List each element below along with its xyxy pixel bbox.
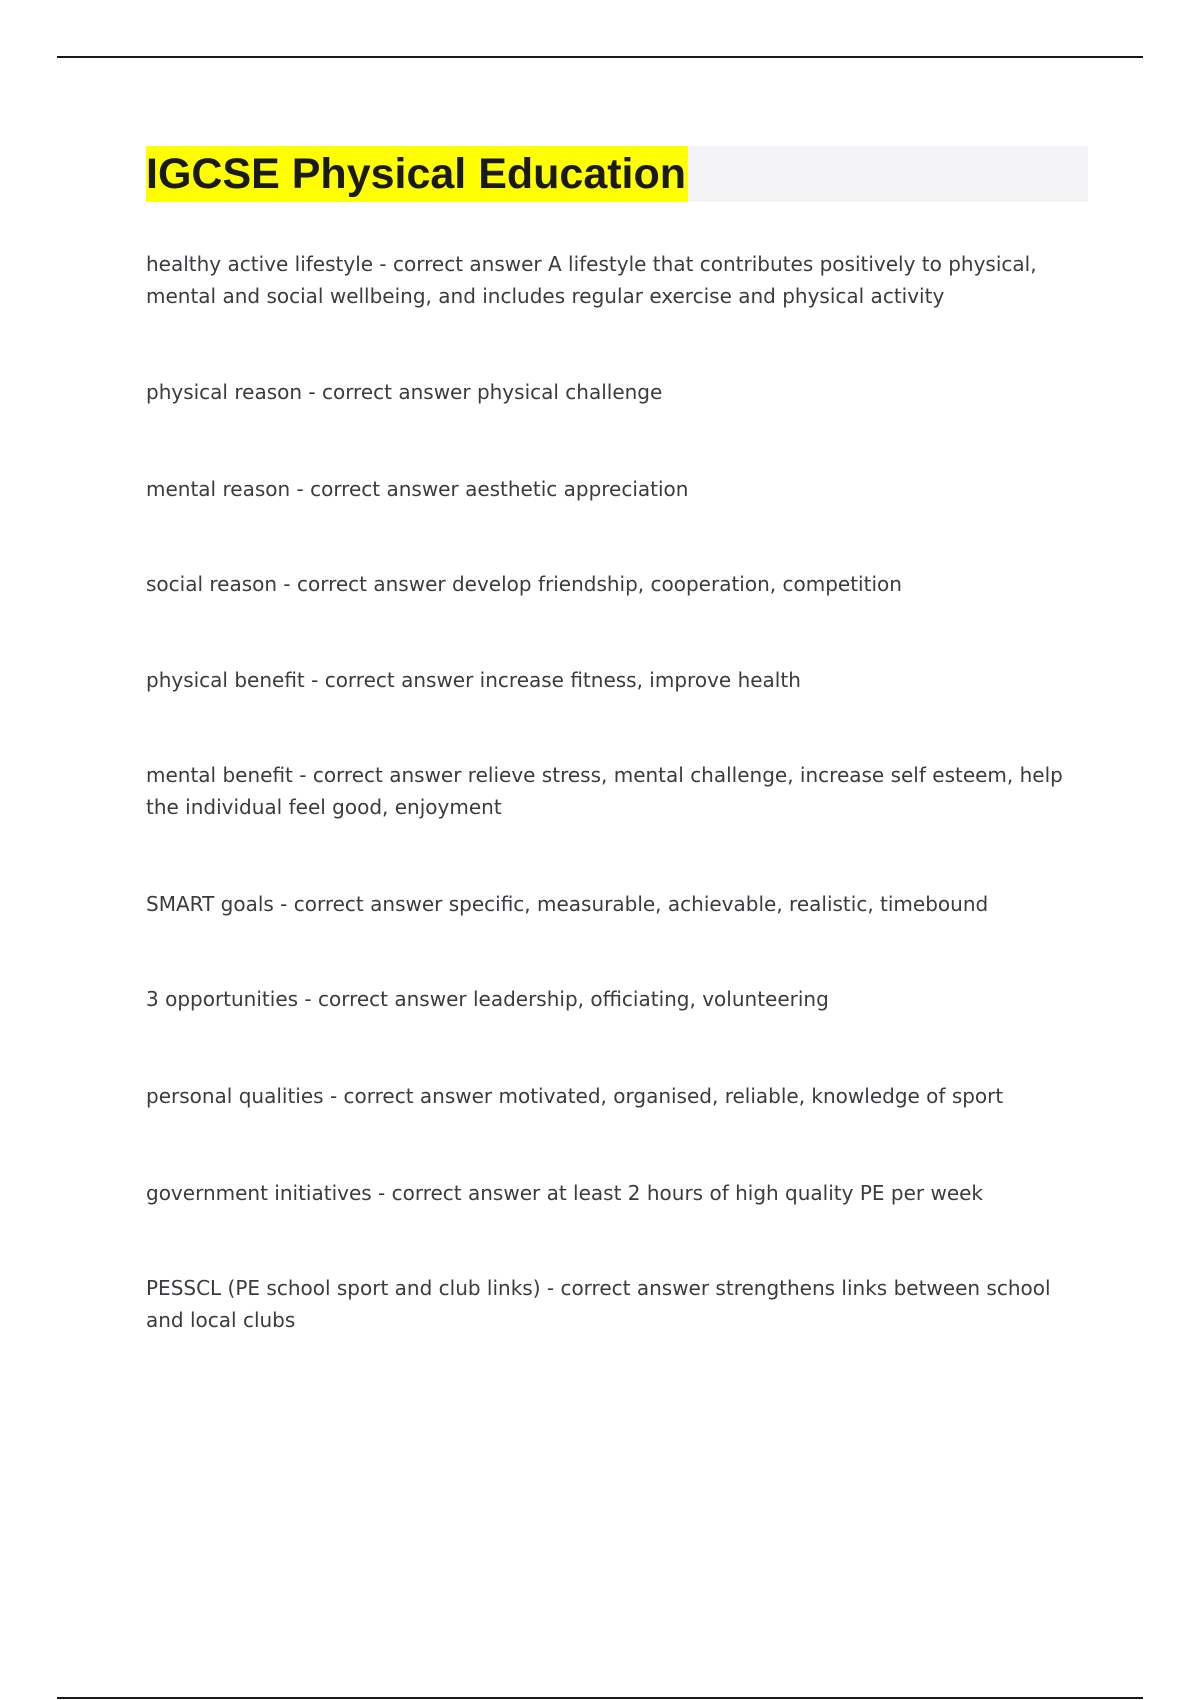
list-item: healthy active lifestyle - correct answer A lifestyle that contributes positively to physical, mental and social wellbeing, and includes regular exercise and physical activity (146, 252, 1037, 308)
list-item: government initiatives - correct answer at least 2 hours of high quality PE per week (146, 1181, 984, 1205)
bottom-rule (57, 1697, 1143, 1699)
list-item: SMART goals - correct answer specific, measurable, achievable, realistic, timebound (146, 892, 989, 916)
list-item: physical benefit - correct answer increase fitness, improve health (146, 668, 801, 692)
list-item: physical reason - correct answer physical challenge (146, 380, 663, 404)
page-title: IGCSE Physical Education (146, 146, 688, 202)
list-item: 3 opportunities - correct answer leadership, officiating, volunteering (146, 987, 829, 1011)
list-item: social reason - correct answer develop friendship, cooperation, competition (146, 572, 902, 596)
list-item: mental reason - correct answer aesthetic appreciation (146, 477, 689, 501)
list-item: mental benefit - correct answer relieve stress, mental challenge, increase self esteem, help the individual feel good, enjoyment (146, 763, 1063, 819)
list-item: personal qualities - correct answer motivated, organised, reliable, knowledge of sport (146, 1084, 1004, 1108)
top-rule (57, 56, 1143, 58)
list-item: PESSCL (PE school sport and club links) - correct answer strengthens links between school and local clubs (146, 1276, 1051, 1332)
